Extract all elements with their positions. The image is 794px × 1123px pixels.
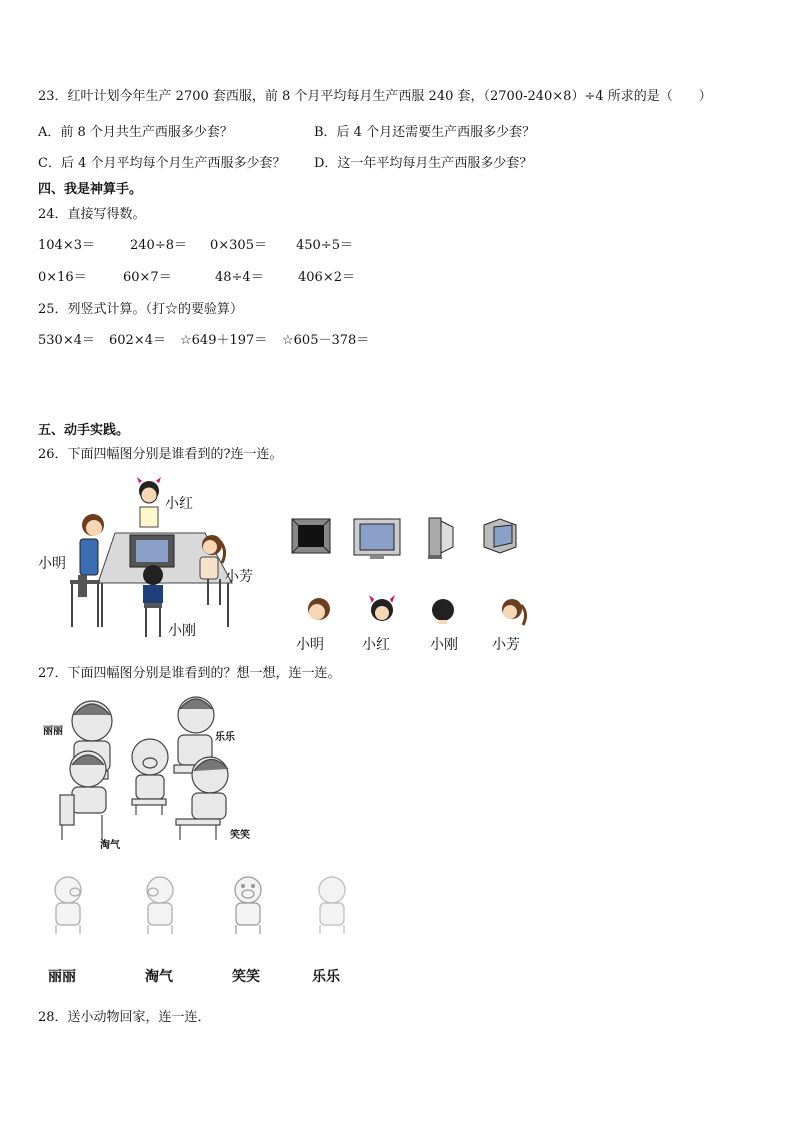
q27-scene-illustration	[52, 695, 248, 845]
q27-name-2: 淘气	[145, 969, 173, 985]
q23-option-c: C．后 4 个月平均每个月生产西服多少套？	[38, 156, 286, 171]
pig-view-1	[48, 874, 88, 936]
q25-item-1: 530×4＝	[38, 333, 95, 348]
q25-item-3: ☆649＋197＝	[180, 333, 268, 348]
q26-label-left: 小明	[38, 556, 66, 572]
q24-r2-c4: 406×2＝	[298, 270, 355, 285]
q26-label-top: 小红	[165, 496, 193, 512]
q26-kid-4: 小芳	[492, 637, 520, 653]
q28-stem: 28．送小动物回家，连一连．	[38, 1010, 211, 1025]
q24-r1-c2: 240÷8＝	[130, 238, 187, 253]
pig-view-2	[140, 874, 180, 936]
monitor-view-side	[426, 515, 456, 561]
q24-r2-c2: 60×7＝	[123, 270, 172, 285]
q27-label-bottomleft: 淘气	[100, 840, 120, 851]
q23-option-b: B．后 4 个月还需要生产西服多少套？	[314, 125, 536, 140]
q23-option-a: A．前 8 个月共生产西服多少套？	[38, 125, 233, 140]
q26-kid-1: 小明	[296, 637, 324, 653]
q26-kid-2: 小红	[362, 637, 390, 653]
q24-r1-c1: 104×3＝	[38, 238, 95, 253]
q24-r1-c4: 450÷5＝	[296, 238, 353, 253]
section4-title: 四、我是神算手。	[38, 182, 143, 197]
q25-item-4: ☆605－378＝	[282, 333, 370, 348]
q24-stem: 24．直接写得数。	[38, 207, 146, 222]
q27-name-3: 笑笑	[232, 969, 260, 985]
q26-stem: 26．下面四幅图分别是谁看到的?连一连。	[38, 447, 283, 462]
kid-head-xiaogang	[430, 595, 456, 625]
q26-kid-3: 小刚	[430, 637, 458, 653]
q27-name-4: 乐乐	[312, 969, 340, 985]
q27-stem: 27．下面四幅图分别是谁看到的？想一想，连一连。	[38, 666, 341, 681]
q25-item-2: 602×4＝	[109, 333, 166, 348]
kid-head-xiaoming	[306, 595, 332, 625]
monitor-view-back	[290, 515, 332, 557]
q23-option-d: D．这一年平均每月生产西服多少套？	[314, 156, 533, 171]
q24-r1-c3: 0×305＝	[210, 238, 267, 253]
kid-head-xiaofang	[497, 595, 531, 627]
kid-head-xiaohong	[368, 593, 396, 625]
q27-label-topright: 乐乐	[215, 732, 235, 743]
monitor-view-angle	[480, 515, 520, 557]
section5-title: 五、动手实践。	[38, 423, 130, 438]
q26-label-right: 小芳	[225, 569, 253, 585]
q27-name-1: 丽丽	[48, 969, 76, 985]
q27-label-topleft: 丽丽	[43, 726, 63, 737]
q24-r2-c1: 0×16＝	[38, 270, 87, 285]
monitor-view-front	[352, 517, 402, 561]
q25-stem: 25．列竖式计算。（打☆的要验算）	[38, 302, 244, 317]
q24-r2-c3: 48÷4＝	[215, 270, 264, 285]
pig-view-3	[228, 874, 268, 936]
q27-label-bottomright: 笑笑	[230, 830, 250, 841]
q26-label-bottom: 小刚	[168, 623, 196, 639]
pig-view-4	[312, 874, 352, 936]
q23-stem: 23．红叶计划今年生产 2700 套西服，前 8 个月平均每月生产西服 240 套，（2700-240×8）÷4 所求的是（ ）	[38, 89, 712, 104]
